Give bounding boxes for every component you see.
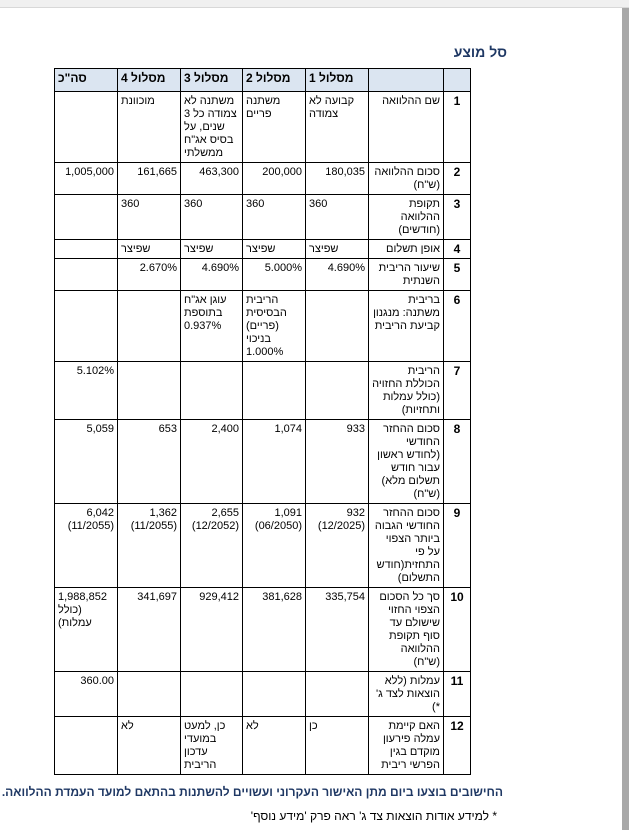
cell-total: 5,059 bbox=[55, 420, 118, 504]
table-header-row bbox=[55, 69, 471, 92]
header-track-2: מסלול 2 bbox=[243, 69, 306, 92]
cell-m2: משתנה פריים bbox=[243, 92, 306, 163]
cell-m1: 360 bbox=[306, 195, 369, 240]
third-party-footnote: * למידע אודות הוצאות צד ג' ראה פרק 'מידע נוסף' bbox=[250, 809, 497, 823]
cell-m3: משתנה לא צמודה כל 3 שנים, על בסיס אג"ח ממשלתי bbox=[181, 92, 243, 163]
cell-total bbox=[55, 291, 118, 362]
row-label: סכום ההלוואה (ש"ח) bbox=[369, 163, 444, 195]
table-row bbox=[55, 195, 471, 240]
cell-m4 bbox=[118, 672, 181, 717]
table-row bbox=[55, 92, 471, 163]
row-label: עמלות (ללא הוצאות לצד ג' *) bbox=[369, 672, 444, 717]
cell-m3: שפיצר bbox=[181, 240, 243, 259]
cell-m2: 5.000% bbox=[243, 259, 306, 291]
cell-total: 5.102% bbox=[55, 362, 118, 420]
cell-m2: לא bbox=[243, 717, 306, 775]
row-label: האם קיימת עמלה פירעון מוקדם בגין הפרשי ריבית bbox=[369, 717, 444, 775]
cell-m3: 2,655 (12/2052) bbox=[181, 504, 243, 588]
table-row bbox=[55, 291, 471, 362]
cell-m3: עוגן אג"ח בתוספת 0.937% bbox=[181, 291, 243, 362]
table-row bbox=[55, 163, 471, 195]
row-label: שם ההלוואה bbox=[369, 92, 444, 163]
row-number: 6 bbox=[444, 291, 471, 362]
cell-m2: 360 bbox=[243, 195, 306, 240]
row-number: 12 bbox=[444, 717, 471, 775]
section-title: סל מוצע bbox=[453, 44, 507, 60]
table-row bbox=[55, 259, 471, 291]
cell-m4: 2.670% bbox=[118, 259, 181, 291]
table-row bbox=[55, 588, 471, 672]
table-row bbox=[55, 717, 471, 775]
cell-total: 6,042 (11/2055) bbox=[55, 504, 118, 588]
header-track-1: מסלול 1 bbox=[306, 69, 369, 92]
table-row bbox=[55, 362, 471, 420]
cell-m3: 463,300 bbox=[181, 163, 243, 195]
row-number: 3 bbox=[444, 195, 471, 240]
table-row bbox=[55, 672, 471, 717]
cell-m1: שפיצר bbox=[306, 240, 369, 259]
cell-m3: 929,412 bbox=[181, 588, 243, 672]
cell-m2: 1,091 (06/2050) bbox=[243, 504, 306, 588]
cell-m4: שפיצר bbox=[118, 240, 181, 259]
cell-m1: 933 bbox=[306, 420, 369, 504]
cell-m2: 1,074 bbox=[243, 420, 306, 504]
header-total: סה"כ bbox=[55, 69, 118, 92]
row-label: סך כל הסכום הצפוי החזוי שישולם עד סוף תקופת ההלוואה (ש"ח) bbox=[369, 588, 444, 672]
cell-m1 bbox=[306, 672, 369, 717]
cell-m1: 180,035 bbox=[306, 163, 369, 195]
cell-m1 bbox=[306, 291, 369, 362]
loan-comparison-table bbox=[54, 68, 471, 775]
row-label: הריבית הכוללת החזויה (כולל עמלות ותחזיות) bbox=[369, 362, 444, 420]
cell-m1: כן bbox=[306, 717, 369, 775]
cell-m1: 4.690% bbox=[306, 259, 369, 291]
cell-m3: 2,400 bbox=[181, 420, 243, 504]
cell-m1: 932 (12/2025) bbox=[306, 504, 369, 588]
cell-total bbox=[55, 92, 118, 163]
row-number: 2 bbox=[444, 163, 471, 195]
row-number: 11 bbox=[444, 672, 471, 717]
row-label: סכום ההחזר החודשי הגבוה ביותר הצפוי על פי התחזית(חודש התשלום) bbox=[369, 504, 444, 588]
cell-m4: 653 bbox=[118, 420, 181, 504]
cell-m3 bbox=[181, 362, 243, 420]
cell-m3: 360 bbox=[181, 195, 243, 240]
cell-m4: מוכוונת bbox=[118, 92, 181, 163]
cell-total: 360.00 bbox=[55, 672, 118, 717]
header-label bbox=[369, 69, 444, 92]
cell-m4: 341,697 bbox=[118, 588, 181, 672]
cell-m4: לא bbox=[118, 717, 181, 775]
table-row bbox=[55, 240, 471, 259]
vertical-scrollbar[interactable] bbox=[622, 8, 629, 830]
cell-total: 1,988,852 (כולל עמלות) bbox=[55, 588, 118, 672]
cell-total bbox=[55, 717, 118, 775]
cell-m2: הריבית הבסיסית (פריים) בניכוי 1.000% bbox=[243, 291, 306, 362]
calculation-note: החישובים בוצעו ביום מתן האישור העקרוני ועשויים להשתנות בהתאם למועד העמדת ההלוואה. bbox=[1, 785, 503, 799]
row-number: 9 bbox=[444, 504, 471, 588]
cell-m1: קבועה לא צמודה bbox=[306, 92, 369, 163]
cell-m2: 381,628 bbox=[243, 588, 306, 672]
cell-m4: 360 bbox=[118, 195, 181, 240]
cell-m2: שפיצר bbox=[243, 240, 306, 259]
row-label: שיעור הריבית השנתית bbox=[369, 259, 444, 291]
row-label: בריבית משתנה: מנגנון קביעת הריבית bbox=[369, 291, 444, 362]
cell-m4: 161,665 bbox=[118, 163, 181, 195]
cell-m3: 4.690% bbox=[181, 259, 243, 291]
row-label: אופן תשלום bbox=[369, 240, 444, 259]
cell-total: 1,005,000 bbox=[55, 163, 118, 195]
cell-total bbox=[55, 240, 118, 259]
cell-m2: 200,000 bbox=[243, 163, 306, 195]
cell-m4 bbox=[118, 291, 181, 362]
cell-m4: 1,362 (11/2055) bbox=[118, 504, 181, 588]
table-row bbox=[55, 504, 471, 588]
table-row bbox=[55, 420, 471, 504]
cell-total bbox=[55, 259, 118, 291]
cell-m1 bbox=[306, 362, 369, 420]
row-number: 10 bbox=[444, 588, 471, 672]
cell-m4 bbox=[118, 362, 181, 420]
header-track-4: מסלול 4 bbox=[118, 69, 181, 92]
cell-m3 bbox=[181, 672, 243, 717]
cell-m3: כן, למעט במועדי עדכון הריבית bbox=[181, 717, 243, 775]
row-label: תקופת ההלוואה (חודשים) bbox=[369, 195, 444, 240]
cell-m1: 335,754 bbox=[306, 588, 369, 672]
cell-m2 bbox=[243, 362, 306, 420]
row-number: 5 bbox=[444, 259, 471, 291]
row-label: סכום ההחזר החודשי (לחודש ראשון עבור חודש תשלום מלא)(ש"ח) bbox=[369, 420, 444, 504]
row-number: 8 bbox=[444, 420, 471, 504]
header-num bbox=[444, 69, 471, 92]
row-number: 4 bbox=[444, 240, 471, 259]
row-number: 7 bbox=[444, 362, 471, 420]
cell-m2 bbox=[243, 672, 306, 717]
row-number: 1 bbox=[444, 92, 471, 163]
header-track-3: מסלול 3 bbox=[181, 69, 243, 92]
cell-total bbox=[55, 195, 118, 240]
